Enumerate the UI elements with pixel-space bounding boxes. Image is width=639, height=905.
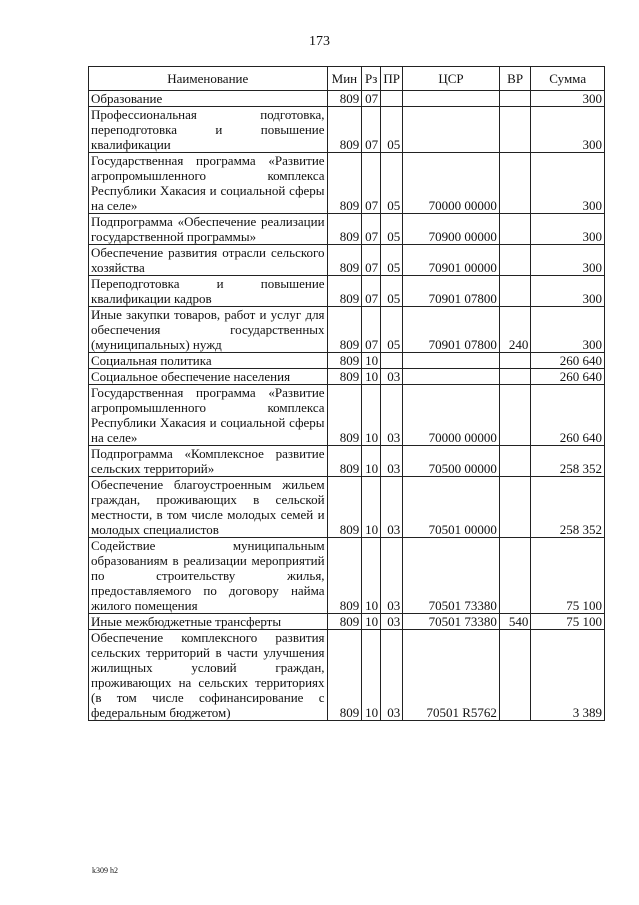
table-row	[89, 538, 605, 614]
cell-sum: 300	[531, 107, 605, 153]
cell-vr	[499, 214, 531, 245]
cell-min: 809	[327, 107, 362, 153]
cell-pr: 03	[381, 369, 403, 385]
cell-rz: 10	[362, 614, 381, 630]
cell-vr: 240	[499, 307, 531, 353]
cell-name: Обеспечение благоустроенным жильем граждан, проживающих в сельской местности, в том числе молодых семей и молодых специалистов	[89, 477, 328, 538]
cell-min: 809	[327, 214, 362, 245]
cell-name: Профессиональная подготовка, переподготовка и повышение квалификации	[89, 107, 328, 153]
cell-vr	[499, 245, 531, 276]
cell-csr: 70501 R5762	[403, 630, 500, 721]
cell-name: Переподготовка и повышение квалификации кадров	[89, 276, 328, 307]
cell-vr: 540	[499, 614, 531, 630]
cell-rz: 07	[362, 153, 381, 214]
cell-rz: 07	[362, 107, 381, 153]
cell-vr	[499, 477, 531, 538]
cell-name: Подпрограмма «Обеспечение реализации государственной программы»	[89, 214, 328, 245]
table-row	[89, 214, 605, 245]
cell-rz: 07	[362, 91, 381, 107]
cell-pr: 05	[381, 107, 403, 153]
table-row	[89, 614, 605, 630]
cell-min: 809	[327, 353, 362, 369]
cell-rz: 10	[362, 630, 381, 721]
cell-sum: 260 640	[531, 385, 605, 446]
table-body	[89, 91, 605, 721]
cell-csr: 70901 00000	[403, 245, 500, 276]
table-row	[89, 276, 605, 307]
cell-pr: 03	[381, 538, 403, 614]
cell-pr: 05	[381, 245, 403, 276]
cell-vr	[499, 446, 531, 477]
cell-pr	[381, 91, 403, 107]
cell-vr	[499, 385, 531, 446]
cell-min: 809	[327, 477, 362, 538]
cell-rz: 10	[362, 538, 381, 614]
table-row	[89, 153, 605, 214]
table-row	[89, 91, 605, 107]
cell-sum: 300	[531, 307, 605, 353]
cell-rz: 07	[362, 307, 381, 353]
cell-csr: 70501 00000	[403, 477, 500, 538]
header-pr: ПР	[381, 67, 403, 91]
cell-vr	[499, 91, 531, 107]
table-row	[89, 477, 605, 538]
cell-csr: 70501 73380	[403, 614, 500, 630]
cell-rz: 07	[362, 214, 381, 245]
cell-csr: 70000 00000	[403, 153, 500, 214]
cell-csr: 70901 07800	[403, 307, 500, 353]
cell-min: 809	[327, 153, 362, 214]
header-min: Мин	[327, 67, 362, 91]
cell-csr	[403, 369, 500, 385]
header-csr: ЦСР	[403, 67, 500, 91]
cell-sum: 300	[531, 276, 605, 307]
cell-min: 809	[327, 245, 362, 276]
cell-sum: 260 640	[531, 369, 605, 385]
cell-sum: 300	[531, 245, 605, 276]
cell-rz: 10	[362, 369, 381, 385]
cell-pr: 03	[381, 477, 403, 538]
footer-code: k309 h2	[92, 866, 118, 875]
table-row	[89, 630, 605, 721]
header-name: Наименование	[89, 67, 328, 91]
header-rz: Рз	[362, 67, 381, 91]
cell-rz: 10	[362, 353, 381, 369]
cell-name: Подпрограмма «Комплексное развитие сельских территорий»	[89, 446, 328, 477]
cell-sum: 3 389	[531, 630, 605, 721]
cell-min: 809	[327, 385, 362, 446]
cell-name: Образование	[89, 91, 328, 107]
cell-pr: 05	[381, 276, 403, 307]
cell-csr: 70900 00000	[403, 214, 500, 245]
budget-table	[88, 66, 605, 721]
cell-pr: 05	[381, 214, 403, 245]
cell-rz: 10	[362, 385, 381, 446]
cell-sum: 75 100	[531, 538, 605, 614]
cell-name: Обеспечение комплексного развития сельских территорий в части улучшения жилищных условий граждан, проживающих на сельских территориях (в том числе софинансирование с федеральным бюджетом)	[89, 630, 328, 721]
cell-sum: 300	[531, 153, 605, 214]
table-row	[89, 245, 605, 276]
cell-sum: 300	[531, 214, 605, 245]
page-number: 173	[309, 34, 330, 49]
cell-sum: 258 352	[531, 477, 605, 538]
cell-vr	[499, 630, 531, 721]
cell-rz: 07	[362, 276, 381, 307]
cell-sum: 300	[531, 91, 605, 107]
cell-vr	[499, 369, 531, 385]
cell-pr: 03	[381, 446, 403, 477]
cell-pr: 03	[381, 614, 403, 630]
cell-min: 809	[327, 276, 362, 307]
table-row	[89, 307, 605, 353]
header-sum: Сумма	[531, 67, 605, 91]
table-row	[89, 107, 605, 153]
cell-name: Социальное обеспечение населения	[89, 369, 328, 385]
table-row	[89, 446, 605, 477]
table-row	[89, 385, 605, 446]
cell-name: Государственная программа «Развитие агропромышленного комплекса Республики Хакасия и социальной сферы на селе»	[89, 385, 328, 446]
cell-sum: 260 640	[531, 353, 605, 369]
cell-csr: 70901 07800	[403, 276, 500, 307]
cell-csr	[403, 91, 500, 107]
table-header-row	[89, 67, 605, 91]
cell-name: Социальная политика	[89, 353, 328, 369]
cell-min: 809	[327, 369, 362, 385]
cell-pr	[381, 353, 403, 369]
cell-pr: 03	[381, 630, 403, 721]
cell-vr	[499, 153, 531, 214]
cell-vr	[499, 276, 531, 307]
cell-vr	[499, 107, 531, 153]
cell-name: Иные межбюджетные трансферты	[89, 614, 328, 630]
cell-min: 809	[327, 91, 362, 107]
cell-rz: 07	[362, 245, 381, 276]
cell-rz: 10	[362, 477, 381, 538]
cell-vr	[499, 538, 531, 614]
cell-sum: 75 100	[531, 614, 605, 630]
cell-min: 809	[327, 614, 362, 630]
cell-pr: 05	[381, 153, 403, 214]
cell-csr: 70000 00000	[403, 385, 500, 446]
cell-rz: 10	[362, 446, 381, 477]
cell-name: Обеспечение развития отрасли сельского хозяйства	[89, 245, 328, 276]
cell-name: Иные закупки товаров, работ и услуг для обеспечения государственных (муниципальных) нужд	[89, 307, 328, 353]
cell-min: 809	[327, 538, 362, 614]
cell-name: Содействие муниципальным образованиям в реализации мероприятий по строительству жилья, предоставляемого по договору найма жилого помещения	[89, 538, 328, 614]
table-row	[89, 353, 605, 369]
header-vr: ВР	[499, 67, 531, 91]
table-row	[89, 369, 605, 385]
cell-min: 809	[327, 307, 362, 353]
cell-pr: 03	[381, 385, 403, 446]
cell-min: 809	[327, 446, 362, 477]
cell-csr: 70501 73380	[403, 538, 500, 614]
cell-pr: 05	[381, 307, 403, 353]
cell-vr	[499, 353, 531, 369]
cell-sum: 258 352	[531, 446, 605, 477]
cell-csr	[403, 107, 500, 153]
cell-min: 809	[327, 630, 362, 721]
cell-csr: 70500 00000	[403, 446, 500, 477]
cell-csr	[403, 353, 500, 369]
cell-name: Государственная программа «Развитие агропромышленного комплекса Республики Хакасия и социальной сферы на селе»	[89, 153, 328, 214]
